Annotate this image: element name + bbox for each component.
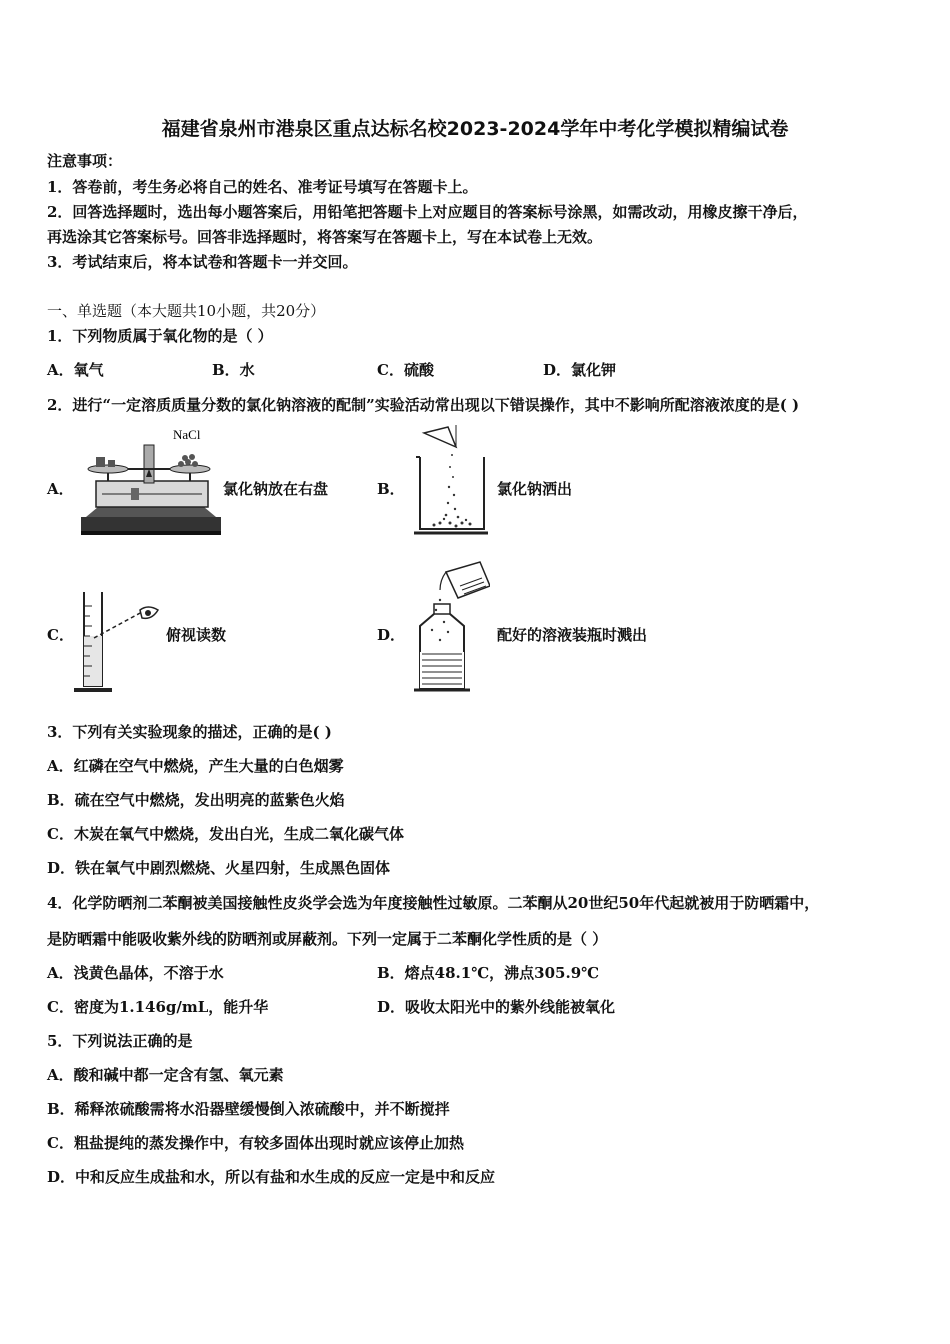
q5-option-a: A．酸和碱中都一定含有氢、氧元素	[47, 1066, 284, 1084]
notice-heading: 注意事项：	[47, 152, 123, 170]
cylinder-reading-figure	[72, 586, 167, 696]
notice-item: 再选涂其它答案标号。回答非选择题时，将答案写在答题卡上，写在本试卷上无效。	[47, 228, 603, 246]
q4-option-b: B．熔点48.1℃，沸点305.9℃	[377, 964, 600, 982]
q5-option-d: D．中和反应生成盐和水，所以有盐和水生成的反应一定是中和反应	[47, 1168, 496, 1186]
q2-option-b-desc: 氯化钠洒出	[497, 480, 573, 498]
q2-option-a-letter: A．	[47, 480, 74, 498]
q1-option-d: D．氯化钾	[543, 361, 617, 379]
notice-item: 1．答卷前，考生务必将自己的姓名、准考证号填写在答题卡上。	[47, 178, 478, 196]
q3-option-a: A．红磷在空气中燃烧，产生大量的白色烟雾	[47, 757, 344, 775]
page-title: 福建省泉州市港泉区重点达标名校2023-2024学年中考化学模拟精编试卷	[161, 118, 789, 140]
q2-stem: 2．进行“一定溶质质量分数的氯化钠溶液的配制”实验活动常出现以下错误操作，其中不影响所配溶液浓度的是( )	[47, 396, 800, 414]
beaker-spill-figure	[410, 425, 490, 537]
q4-option-a: A．浅黄色晶体，不溶于水	[47, 964, 224, 982]
q4-option-d: D．吸收太阳光中的紫外线能被氧化	[377, 998, 616, 1016]
q2-option-d-desc: 配好的溶液装瓶时溅出	[497, 626, 648, 644]
q1-option-c: C．硫酸	[377, 361, 434, 379]
q2-option-c-letter: C．	[47, 626, 74, 644]
notice-item: 2．回答选择题时，选出每小题答案后，用铅笔把答题卡上对应题目的答案标号涂黑，如需改动，用橡皮擦干净后，	[47, 203, 808, 221]
nacl-label: NaCl	[173, 427, 201, 442]
bottle-pour-figure	[410, 560, 490, 692]
section-heading: 一、单选题（本大题共10小题，共20分）	[47, 302, 326, 320]
q1-stem: 1．下列物质属于氧化物的是（ ）	[47, 327, 273, 345]
q5-option-b: B．稀释浓硫酸需将水沿器壁缓慢倒入浓硫酸中，并不断搅拌	[47, 1100, 450, 1118]
q4-stem-line2: 是防晒霜中能吸收紫外线的防晒剂或屏蔽剂。下列一定属于二苯酮化学性质的是（ ）	[47, 930, 608, 948]
q4-stem-line1: 4．化学防晒剂二苯酮被美国接触性皮炎学会选为年度接触性过敏原。二苯酮从20世纪50年代起就被用于防晒霜中，	[47, 894, 820, 912]
notice-item: 3．考试结束后，将本试卷和答题卡一并交回。	[47, 253, 358, 271]
q3-stem: 3．下列有关实验现象的描述，正确的是( )	[47, 723, 332, 741]
q2-option-a-desc: 氯化钠放在右盘	[223, 480, 329, 498]
q5-stem: 5．下列说法正确的是	[47, 1032, 193, 1050]
q2-option-d-letter: D．	[377, 626, 406, 644]
q3-option-c: C．木炭在氧气中燃烧，发出白光，生成二氧化碳气体	[47, 825, 404, 843]
q1-option-a: A．氧气	[47, 361, 104, 379]
q2-option-c-desc: 俯视读数	[166, 626, 227, 644]
q3-option-d: D．铁在氧气中剧烈燃烧、火星四射，生成黑色固体	[47, 859, 391, 877]
q1-option-b: B．水	[212, 361, 255, 379]
q2-option-b-letter: B．	[377, 480, 405, 498]
q3-option-b: B．硫在空气中燃烧，发出明亮的蓝紫色火焰	[47, 791, 345, 809]
q5-option-c: C．粗盐提纯的蒸发操作中，有较多固体出现时就应该停止加热	[47, 1134, 464, 1152]
balance-figure	[76, 425, 226, 537]
q4-option-c: C．密度为1.146g/mL，能升华	[47, 998, 269, 1016]
